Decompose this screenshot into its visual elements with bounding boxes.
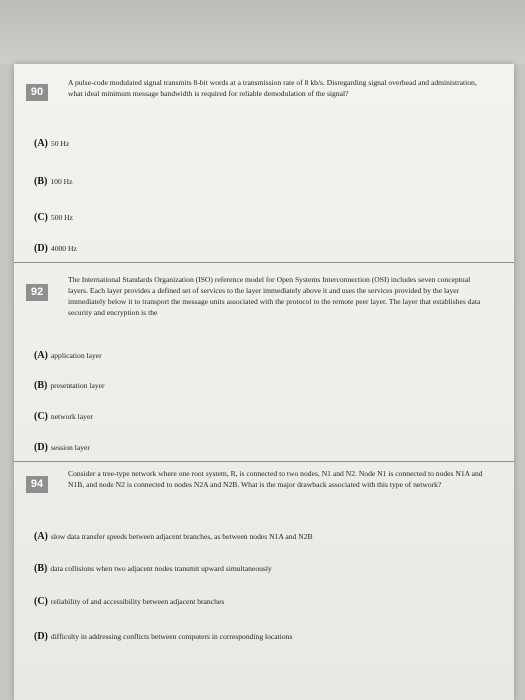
option-c[interactable]	[34, 596, 224, 607]
question-number-badge: 90	[26, 84, 48, 101]
option-c[interactable]	[34, 212, 73, 223]
option-text: difficulty in addressing conflicts between computers in corresponding locations	[50, 632, 293, 641]
background-surface	[0, 0, 525, 64]
option-letter: (D)	[34, 631, 48, 642]
option-text: 4000 Hz	[50, 244, 77, 253]
question-number-badge: 92	[26, 284, 48, 301]
exam-page	[14, 64, 514, 700]
option-letter: (D)	[34, 442, 48, 453]
option-d[interactable]	[34, 631, 292, 642]
option-letter: (B)	[34, 380, 48, 391]
option-text: reliability of and accessibility between adjacent branches	[50, 597, 225, 606]
option-a[interactable]	[34, 138, 69, 149]
question-stem: The International Standards Organization (ISO) reference model for Open Systems Interconnection (OSI) includes seven conceptual layers. Each layer provides a defined set of services to the layer immediately above it and uses the services provided by the layer immediately below it to transport the message units associated with the protocol to the remote peer layer. The layer that establishes data security and encryption is the	[68, 275, 481, 317]
option-text: data collisions when two adjacent nodes transmit upward simultaneously	[50, 564, 272, 573]
option-text: 500 Hz	[50, 213, 74, 222]
option-b[interactable]	[34, 380, 105, 391]
option-letter: (B)	[34, 176, 48, 187]
option-text: slow data transfer speeds between adjacent branches, as between nodes N1A and N2B	[50, 532, 313, 541]
option-letter: (C)	[34, 596, 48, 607]
question-number-badge: 94	[26, 476, 48, 493]
option-c[interactable]	[34, 411, 93, 422]
option-letter: (B)	[34, 563, 48, 574]
option-text: 50 Hz	[50, 139, 70, 148]
question-stem: A pulse-code modulated signal transmits 8-bit words at a transmission rate of 8 kb/s. Disregarding signal overhead and administration, what ideal minimum message bandwidth is required for reliable demodulation of the signal?	[68, 78, 477, 98]
option-text: presentation layer	[50, 381, 105, 390]
option-a[interactable]	[34, 350, 102, 361]
option-d[interactable]	[34, 243, 77, 254]
option-b[interactable]	[34, 563, 272, 574]
question-90	[14, 64, 514, 254]
option-letter: (C)	[34, 212, 48, 223]
option-letter: (A)	[34, 138, 48, 149]
option-text: session layer	[50, 443, 90, 452]
question-92	[14, 262, 514, 462]
question-94	[14, 461, 514, 700]
option-text: application layer	[50, 351, 102, 360]
option-a[interactable]	[34, 531, 313, 542]
question-stem: Consider a tree-type network where one root system, R, is connected to two nodes, N1 and N2. Node N1 is connected to nodes N1A and N1B, and node N2 is connected to nodes N2A and N2B. What is the major drawback associated with this type of network?	[68, 469, 483, 489]
option-letter: (A)	[34, 531, 48, 542]
option-text: 100 Hz	[50, 177, 73, 186]
option-text: network layer	[50, 412, 93, 421]
option-letter: (A)	[34, 350, 48, 361]
option-letter: (C)	[34, 411, 48, 422]
option-b[interactable]	[34, 176, 73, 187]
option-letter: (D)	[34, 243, 48, 254]
option-d[interactable]	[34, 442, 90, 453]
